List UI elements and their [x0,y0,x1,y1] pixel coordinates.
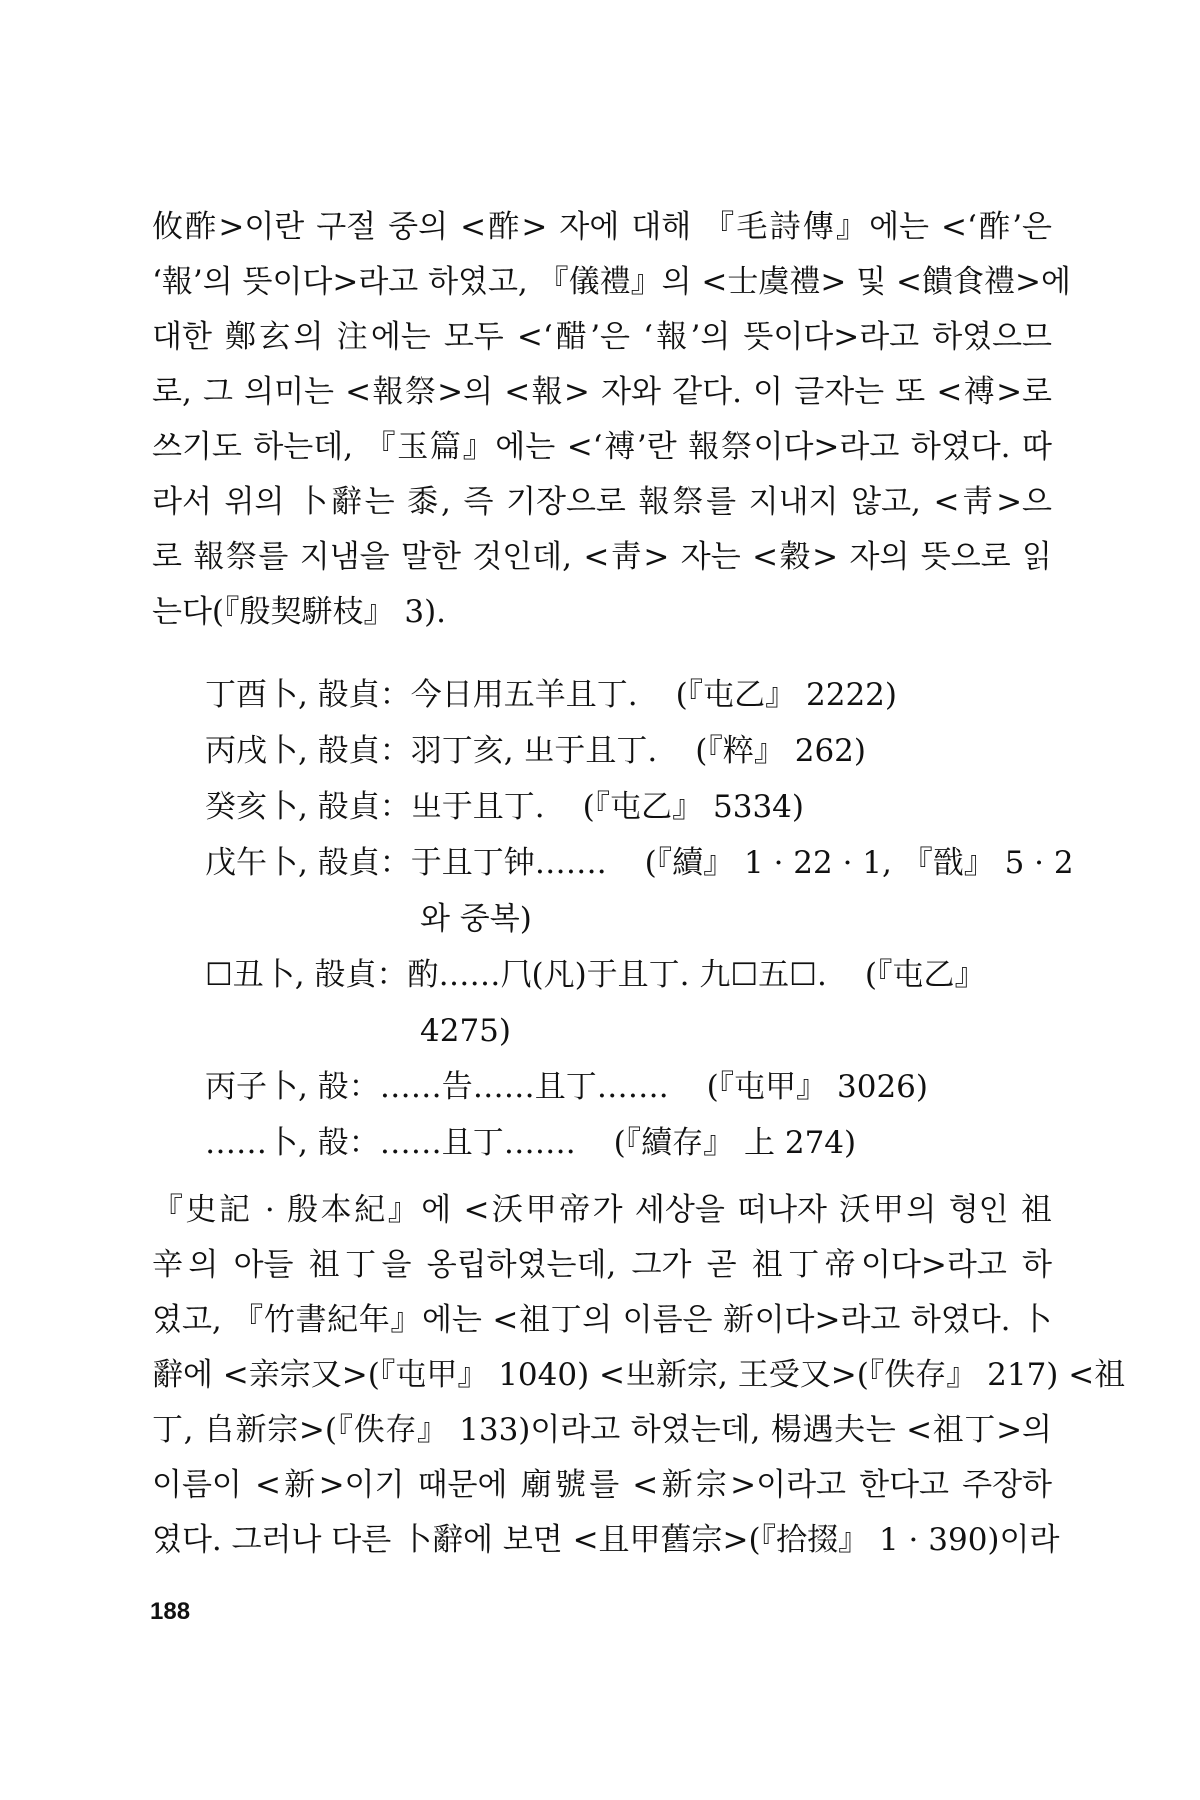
text-line: 는다(『殷契駢枝』 3). [152,594,447,630]
inscription-line [205,667,1075,723]
text-line: 辛의 아들 祖丁을 옹립하였는데, 그가 곧 祖丁帝이다>라고 하 [152,1247,1052,1283]
inscription-text: 4275) [420,1013,511,1049]
text-line: 이름이 <新>이기 때문에 廟號를 <新宗>이라고 한다고 주장하 [152,1467,1052,1503]
paragraph-1 [152,200,1071,640]
text-line: 로, 그 의미는 <報祭>의 <報> 자와 같다. 이 글자는 또 <禣>로 [152,374,1052,410]
page-number: 188 [150,1598,191,1625]
inscription-text: ☐丑卜, 㱿貞：酌……𠘨(凡)于且丁. 九☐五☐. [205,957,827,993]
inscription-text: 와 중복) [420,901,532,937]
text-line: 辭에 <亲宗又>(『屯甲』 1040) <㞢新宗, 王受又>(『佚存』 217) <祖 [152,1357,1126,1393]
inscription-line [205,947,1075,1003]
oracle-inscription-list [205,667,1075,1171]
inscription-text: 丁酉卜, 㱿貞：今日用五羊且丁. [205,677,638,713]
text-line: 『史記 · 殷本紀』에 <沃甲帝가 세상을 떠나자 沃甲의 형인 祖 [152,1192,1052,1228]
inscription-line [205,835,1075,891]
inscription-text: 戊午卜, 㱿貞：于且丁钟……. [205,845,607,881]
inscription-source: (『屯乙』 5334) [582,789,804,825]
inscription-continuation [205,1003,1075,1059]
inscription-continuation [205,891,1075,947]
inscription-source: (『粹』 262) [695,733,866,769]
inscription-line [205,1059,1075,1115]
inscription-line [205,723,1075,779]
text-line: 丁, 𠂤新宗>(『佚存』 133)이라고 하였는데, 楊遇夫는 <祖丁>의 [152,1412,1052,1448]
inscription-source: (『續』 1 · 22 · 1, 『戩』 5 · 2 [644,845,1074,881]
text-line: 라서 위의 卜辭는 黍, 즉 기장으로 報祭를 지내지 않고, <靑>으 [152,484,1052,520]
inscription-text: 丙戌卜, 㱿貞：羽丁亥, 㞢于且丁. [205,733,658,769]
inscription-text: ……卜, 㱿：……且丁……. [205,1125,576,1161]
text-line: 쓰기도 하는데, 『玉篇』에는 <‘禣’란 報祭이다>라고 하였다. 따 [152,429,1052,465]
inscription-source: (『屯甲』 3026) [706,1069,928,1105]
text-line: 였고, 『竹書紀年』에는 <祖丁의 이름은 新이다>라고 하였다. 卜 [152,1302,1052,1338]
text-line: 대한 鄭玄의 注에는 모두 <‘醋’은 ‘報’의 뜻이다>라고 하였으므 [152,319,1052,355]
text-line: 로 報祭를 지냄을 말한 것인데, <靑> 자는 <穀> 자의 뜻으로 읽 [152,539,1052,575]
paragraph-2 [152,1183,1126,1568]
text-line: ‘報’의 뜻이다>라고 하였고, 『儀禮』의 <士虞禮> 및 <饋食禮>에 [152,264,1071,300]
text-line: 였다. 그러나 다른 卜辭에 보면 <且甲舊宗>(『拾掇』 1 · 390)이라 [152,1522,1060,1558]
inscription-line [205,779,1075,835]
inscription-source: (『屯乙』 [864,957,986,993]
inscription-source: (『屯乙』 2222) [675,677,897,713]
inscription-source: (『續存』 上 274) [613,1125,857,1161]
text-line: 攸酢>이란 구절 중의 <酢> 자에 대해 『毛詩傳』에는 <‘酢’은 [152,209,1052,245]
inscription-text: 丙子卜, 㱿：……告……且丁……. [205,1069,669,1105]
inscription-line [205,1115,1075,1171]
inscription-text: 癸亥卜, 㱿貞：㞢于且丁. [205,789,545,825]
